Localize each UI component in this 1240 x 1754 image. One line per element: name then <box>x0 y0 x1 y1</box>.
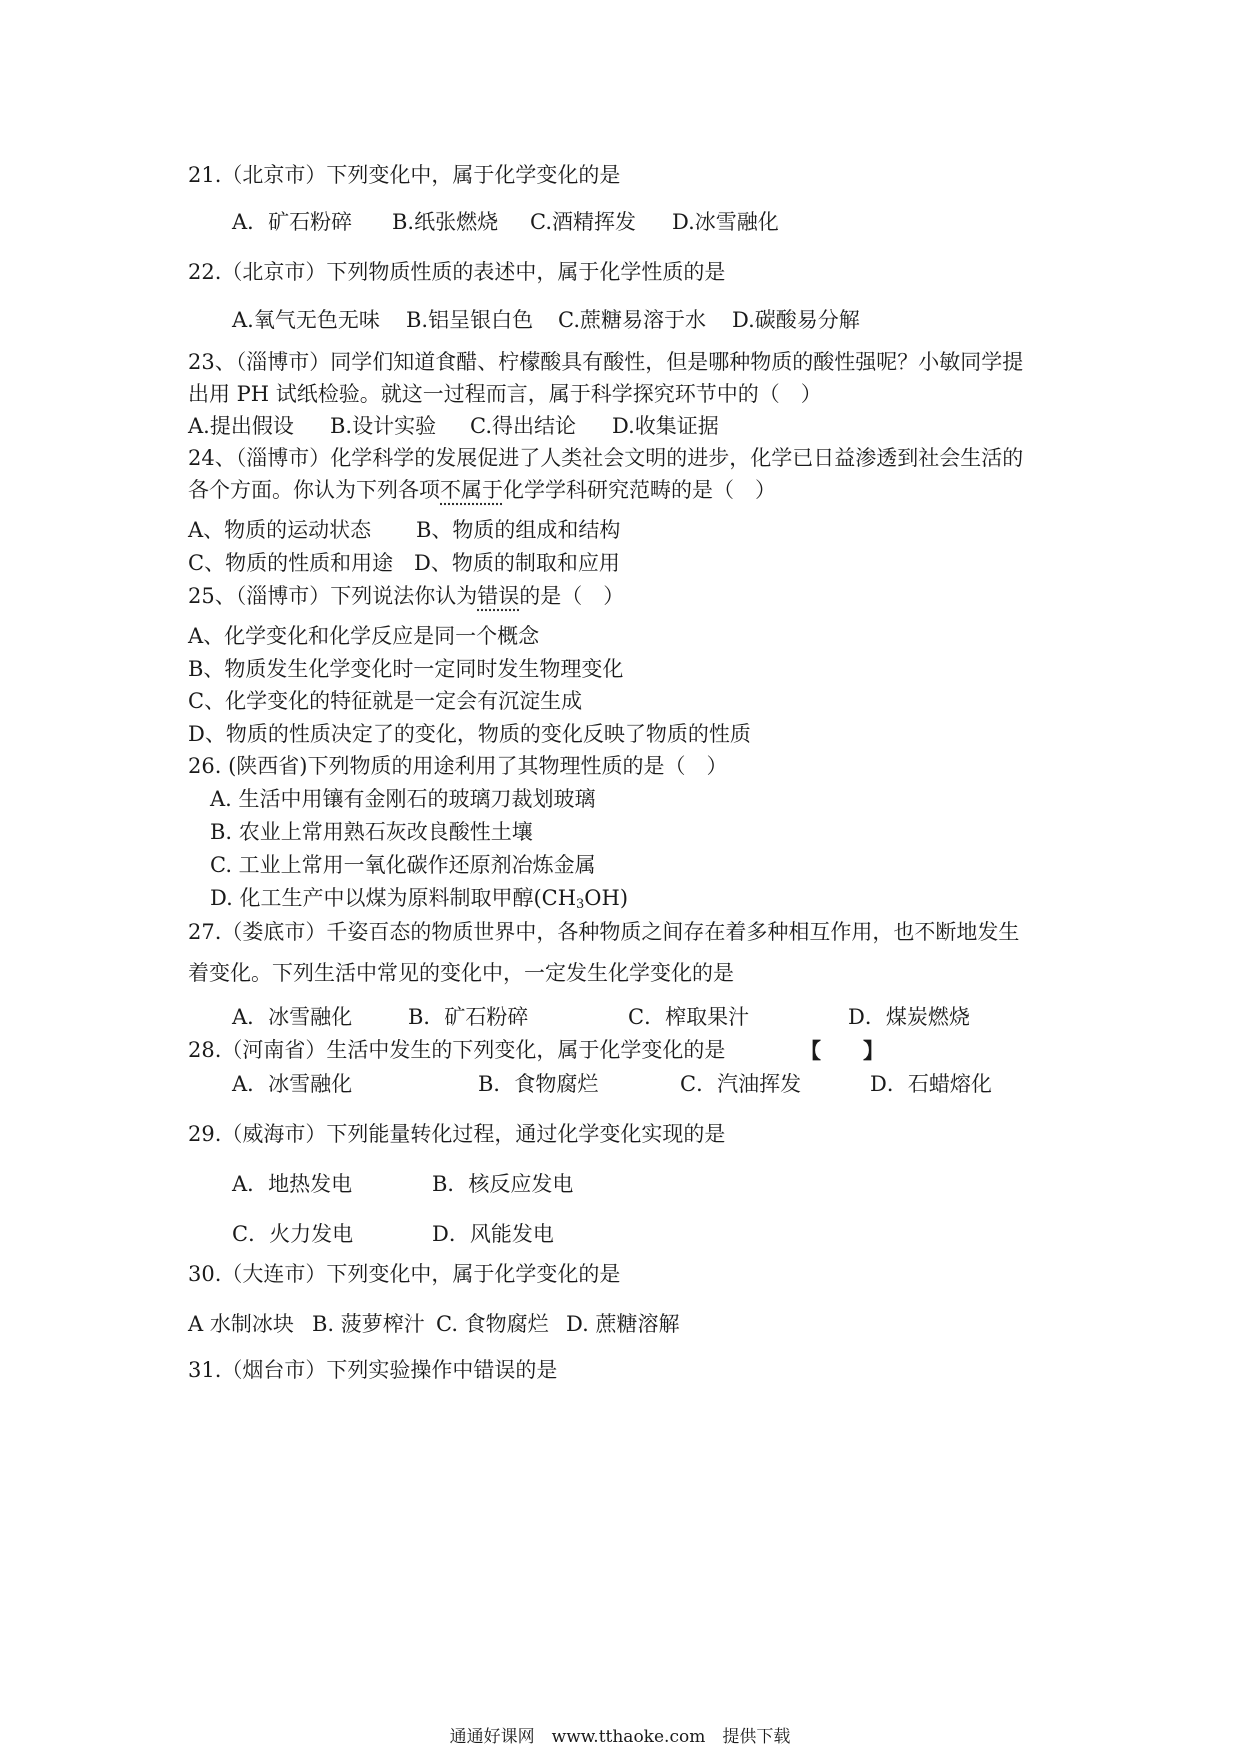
question-28-option-d: D．石蜡熔化 <box>870 1072 992 1096</box>
question-21-option-d: D.冰雪融化 <box>672 210 779 234</box>
question-25-stem <box>188 586 624 607</box>
question-23-option-d: D.收集证据 <box>612 414 719 438</box>
question-24-emphasis: 不属于 <box>440 478 503 502</box>
question-26-subscript: 3 <box>576 897 585 912</box>
question-23-option-c: C.得出结论 <box>470 414 576 438</box>
question-28-stem: 28.（河南省）生活中发生的下列变化，属于化学变化的是 <box>188 1038 726 1062</box>
question-21-option-b: B.纸张燃烧 <box>392 210 499 234</box>
page-footer: 通通好课网 www.tthaoke.com 提供下载 <box>449 1727 791 1747</box>
question-21-option-c: C.酒精挥发 <box>530 210 636 234</box>
question-29-stem: 29.（威海市）下列能量转化过程，通过化学变化实现的是 <box>188 1122 726 1146</box>
question-30-option-a: A 水制冰块 <box>188 1312 294 1336</box>
question-23-stem-line2: 出用 PH 试纸检验。就这一过程而言，属于科学探究环节中的（ ） <box>188 382 822 406</box>
question-28-option-b: B．食物腐烂 <box>478 1072 599 1096</box>
question-27-option-b: B．矿石粉碎 <box>408 1005 529 1029</box>
question-28-answer-bracket: 【 】 <box>800 1038 884 1063</box>
question-22-option-c: C.蔗糖易溶于水 <box>558 308 706 332</box>
question-25-option-d: D、物质的性质决定了的变化，物质的变化反映了物质的性质 <box>188 722 751 746</box>
question-25-stem-pre: 25、（淄博市）下列说法你认为 <box>188 584 478 608</box>
question-22-option-d: D.碳酸易分解 <box>732 308 860 332</box>
question-28-option-a: A．冰雪融化 <box>232 1072 353 1096</box>
question-26-option-d-text: D. 化工生产中以煤为原料制取甲醇(CH <box>210 886 577 910</box>
question-26-option-d <box>210 886 629 912</box>
question-28-option-c: C．汽油挥发 <box>680 1072 802 1096</box>
question-23-stem-line1: 23、（淄博市）同学们知道食醋、柠檬酸具有酸性，但是哪种物质的酸性强呢？小敏同学提 <box>188 350 1024 374</box>
question-30-option-c: C. 食物腐烂 <box>436 1312 549 1336</box>
question-23-option-b: B.设计实验 <box>330 414 437 438</box>
question-29-option-a: A．地热发电 <box>232 1172 353 1196</box>
question-21-option-a: A．矿石粉碎 <box>232 210 353 234</box>
question-24-stem-pre: 各个方面。你认为下列各项 <box>188 478 440 502</box>
question-24-stem-line2 <box>188 480 776 501</box>
question-26-option-d-tail: OH) <box>584 886 629 910</box>
question-27-option-d: D．煤炭燃烧 <box>848 1005 970 1029</box>
question-25-option-c: C、化学变化的特征就是一定会有沉淀生成 <box>188 689 583 713</box>
question-30-option-d: D. 蔗糖溶解 <box>566 1312 680 1336</box>
question-25-emphasis: 错误 <box>477 584 520 608</box>
question-22-option-a: A.氧气无色无味 <box>232 308 380 332</box>
question-27-stem-line2: 着变化。下列生活中常见的变化中，一定发生化学变化的是 <box>188 961 734 985</box>
question-29-option-b: B．核反应发电 <box>432 1172 574 1196</box>
question-30-option-b: B. 菠萝榨汁 <box>312 1312 425 1336</box>
question-21-stem: 21.（北京市）下列变化中，属于化学变化的是 <box>188 163 621 187</box>
question-24-option-a: A、物质的运动状态 <box>188 518 372 542</box>
question-29-option-d: D．风能发电 <box>432 1222 554 1246</box>
question-26-option-b: B. 农业上常用熟石灰改良酸性土壤 <box>210 820 533 844</box>
question-31-stem: 31.（烟台市）下列实验操作中错误的是 <box>188 1358 558 1382</box>
question-29-option-c: C．火力发电 <box>232 1222 354 1246</box>
question-26-option-a: A. 生活中用镶有金刚石的玻璃刀裁划玻璃 <box>210 787 596 811</box>
question-27-option-a: A．冰雪融化 <box>232 1005 353 1029</box>
question-26-option-c: C. 工业上常用一氧化碳作还原剂冶炼金属 <box>210 853 596 877</box>
question-24-option-d: D、物质的制取和应用 <box>414 551 620 575</box>
question-30-stem: 30.（大连市）下列变化中，属于化学变化的是 <box>188 1262 621 1286</box>
question-22-option-b: B.铝呈银白色 <box>406 308 534 332</box>
question-24-stem-post: 化学学科研究范畴的是（ ） <box>503 478 776 502</box>
question-27-option-c: C．榨取果汁 <box>628 1005 750 1029</box>
question-27-stem-line1: 27.（娄底市）千姿百态的物质世界中，各种物质之间存在着多种相互作用，也不断地发生 <box>188 920 1020 944</box>
question-23-option-a: A.提出假设 <box>188 414 294 438</box>
question-24-stem-line1: 24、（淄博市）化学科学的发展促进了人类社会文明的进步，化学已日益渗透到社会生活的 <box>188 446 1024 470</box>
question-24-option-c: C、物质的性质和用途 <box>188 551 394 575</box>
question-25-option-b: B、物质发生化学变化时一定同时发生物理变化 <box>188 657 624 681</box>
question-25-stem-post: 的是（ ） <box>519 584 625 608</box>
question-22-stem: 22.（北京市）下列物质性质的表述中，属于化学性质的是 <box>188 260 726 284</box>
question-26-stem: 26. (陕西省)下列物质的用途利用了其物理性质的是（ ） <box>188 754 728 778</box>
question-24-option-b: B、物质的组成和结构 <box>416 518 621 542</box>
question-25-option-a: A、化学变化和化学反应是同一个概念 <box>188 624 540 648</box>
